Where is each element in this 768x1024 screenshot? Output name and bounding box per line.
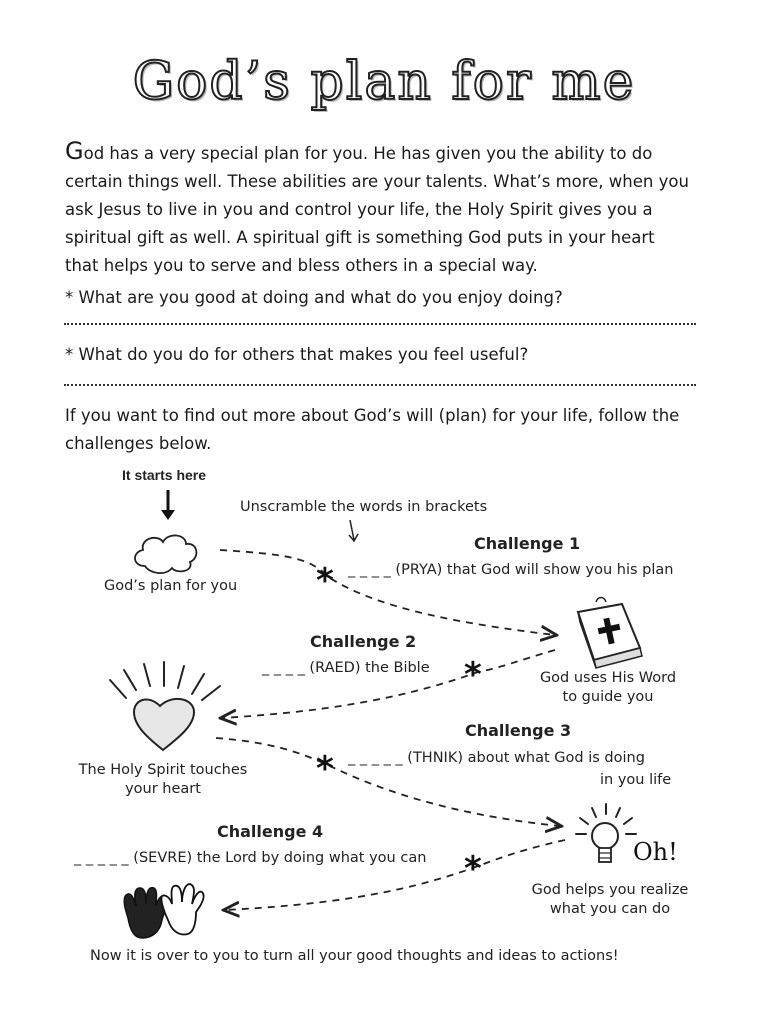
bible-label	[530, 669, 686, 707]
challenge-3-title: Challenge 3	[465, 721, 572, 740]
bulb-exclaim: Oh!	[633, 838, 678, 866]
star-icon: *	[464, 849, 482, 889]
intro-line: certain things well. These abilities are your talents. What’s more, when you	[65, 172, 689, 191]
bulb-label	[525, 881, 695, 919]
star-icon: *	[316, 561, 334, 601]
instruction-text: Unscramble the words in brackets	[240, 499, 488, 515]
star-icon: *	[464, 655, 482, 695]
question-1: * What are you good at doing and what do you enjoy doing?	[65, 288, 563, 307]
closing-text: Now it is over to you to turn all your good thoughts and ideas to actions!	[90, 948, 619, 964]
cloud-label: God’s plan for you	[104, 578, 238, 594]
start-label: It starts here	[122, 467, 207, 483]
drop-cap: G	[65, 137, 84, 165]
bulb-label-line: God helps you realize	[531, 882, 689, 898]
intro-line: od has a very special plan for you. He has given you the ability to do	[83, 144, 653, 163]
intro-line: ask Jesus to live in you and control your life, the Holy Spirit gives you a	[65, 200, 653, 219]
lightbulb-icon	[576, 804, 636, 862]
challenge-4-text: _ _ _ _ _ (SEVRE) the Lord by doing what you can	[74, 850, 427, 866]
star-icon: *	[316, 749, 334, 789]
challenge-3-text-2: in you life	[600, 772, 672, 788]
bible-icon	[578, 598, 642, 669]
start-arrow	[161, 490, 175, 520]
challenge-3-text: _ _ _ _ _ (THNIK) about what God is doing	[348, 750, 645, 766]
challenge-1-text: _ _ _ _ (PRYA) that God will show you his plan	[348, 562, 674, 578]
intro-line: that helps you to serve and bless others in a special way.	[65, 256, 538, 275]
heart-label-line: your heart	[125, 781, 201, 797]
followup-line: If you want to find out more about God’s will (plan) for your life, follow the	[65, 406, 680, 425]
page-title: God’s plan for me	[132, 52, 636, 112]
challenge-1-title: Challenge 1	[474, 534, 581, 553]
heart-label-line: The Holy Spirit touches	[78, 762, 248, 778]
cloud-icon	[135, 535, 196, 573]
bible-label-line: to guide you	[562, 689, 654, 705]
challenge-2-text: _ _ _ _ (RAED) the Bible	[262, 660, 430, 676]
question-2: * What do you do for others that makes you feel useful?	[65, 345, 529, 364]
bible-label-line: God uses His Word	[539, 670, 677, 686]
bulb-label-line: what you can do	[549, 901, 671, 917]
heart-icon	[110, 662, 220, 750]
heart-label	[70, 761, 256, 799]
challenge-2-title: Challenge 2	[310, 632, 417, 651]
intro-line: spiritual gift as well. A spiritual gift is something God puts in your heart	[65, 228, 655, 247]
hands-icon	[124, 884, 203, 938]
challenge-4-title: Challenge 4	[217, 822, 324, 841]
followup-line: challenges below.	[65, 434, 212, 453]
